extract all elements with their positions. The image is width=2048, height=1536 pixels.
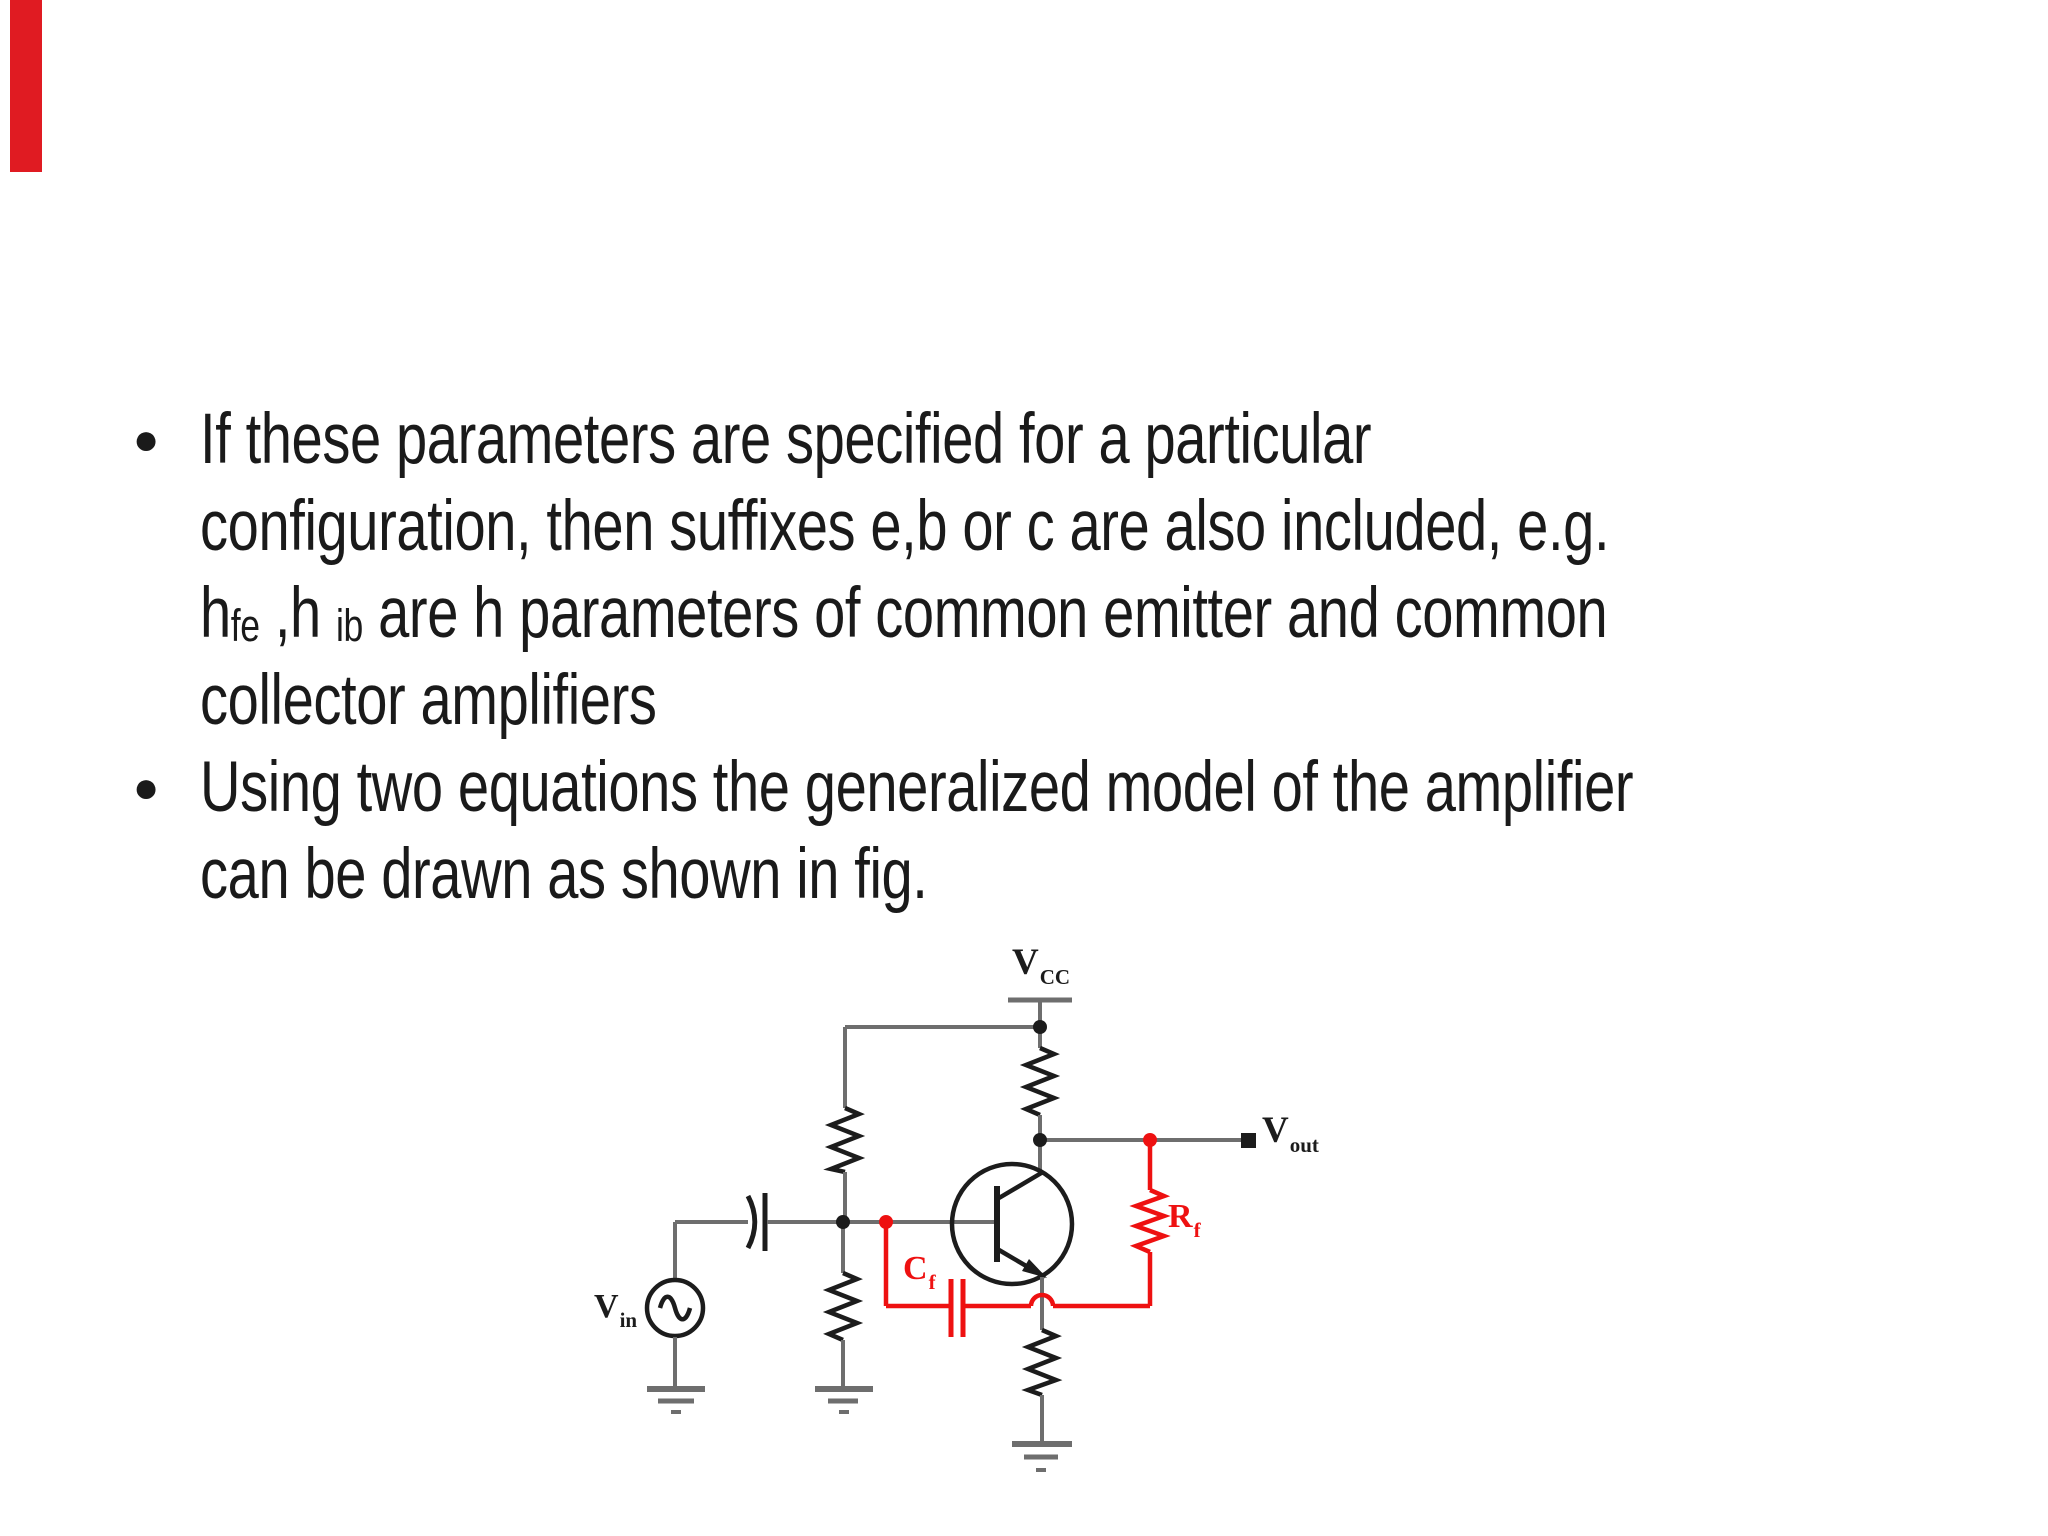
resistor-re <box>1028 1330 1056 1395</box>
ground-re <box>1012 1444 1072 1470</box>
bullet-line: $h_{fe}$ ,h $_{ib}$ are h parameters of common emitter and common <box>200 574 1608 653</box>
resistor-r2 <box>829 1273 857 1340</box>
rf-label: $R_f$ <box>1168 1198 1201 1242</box>
resistor-rf <box>1136 1190 1164 1252</box>
vcc-label: $V_{CC}$ <box>1012 942 1071 989</box>
resistor-r1 <box>831 1108 859 1172</box>
cf-label: $C_f$ <box>903 1250 936 1294</box>
vout-terminal-dot <box>1241 1133 1256 1148</box>
bullet-line: Using two equations the generalized model of the amplifier <box>200 748 1634 827</box>
bullet-line: collector amplifiers <box>200 661 657 740</box>
junction-dot <box>1033 1133 1047 1147</box>
vout-label: $V_{out}$ <box>1262 1110 1319 1157</box>
bullet-line: can be drawn as shown in fig. <box>200 835 928 914</box>
capacitor-input <box>748 1193 765 1251</box>
bullet-marker: ● <box>132 415 160 464</box>
bullet-line: If these parameters are specified for a particular <box>200 400 1372 479</box>
ground-vin <box>647 1389 705 1412</box>
bullet-line: configuration, then suffixes e,b or c are also included, e.g. <box>200 487 1610 566</box>
ground-r2 <box>815 1389 873 1412</box>
junction-dot <box>836 1215 850 1229</box>
bullet-marker: ● <box>132 763 160 812</box>
resistor-rc <box>1026 1048 1054 1115</box>
vin-label: $V_{in}$ <box>594 1288 638 1332</box>
junction-dot <box>1033 1020 1047 1034</box>
vin-source <box>647 1280 703 1336</box>
